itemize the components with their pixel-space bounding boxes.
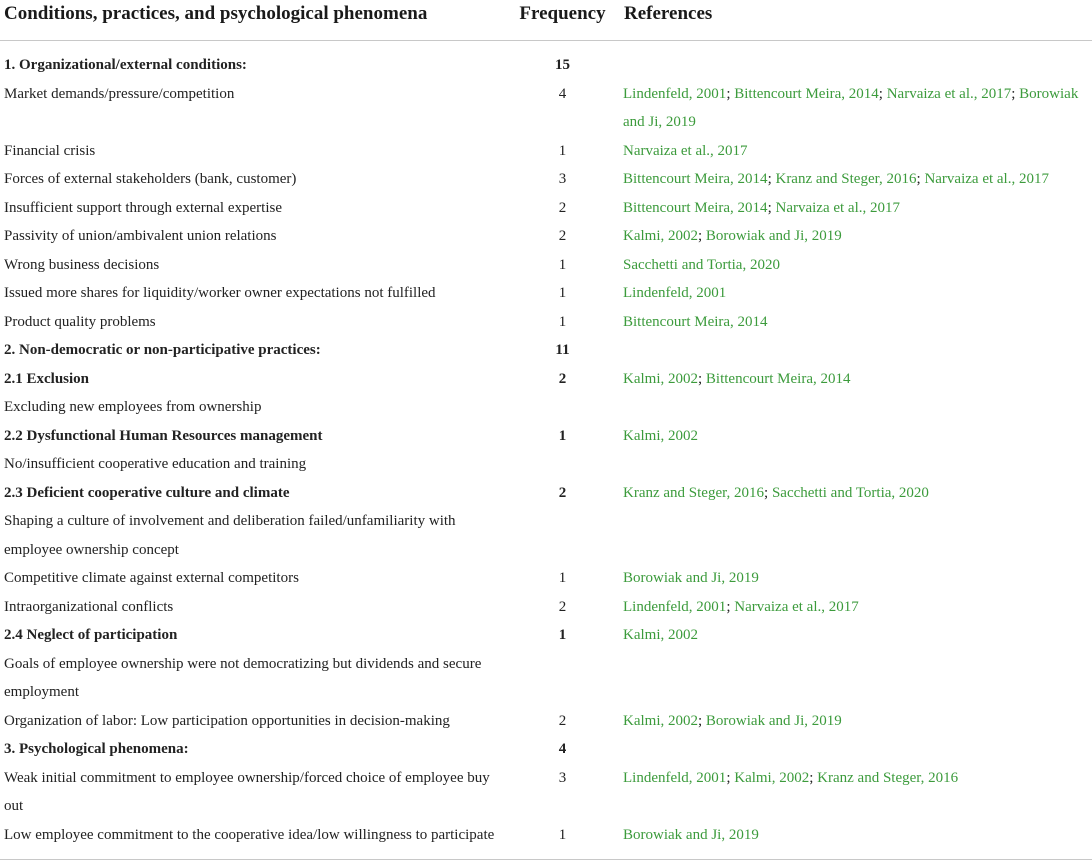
frequency-cell: 2	[558, 484, 567, 501]
reference-separator: ;	[764, 484, 772, 501]
table-row	[0, 194, 1092, 223]
reference-separator: ;	[726, 85, 735, 102]
references-cell	[620, 279, 1092, 308]
condition-cell: No/insufficient cooperative education and training	[4, 456, 307, 472]
reference-link[interactable]: Kalmi, 2002	[623, 370, 698, 387]
reference-link[interactable]: Kalmi, 2002	[623, 627, 698, 643]
condition-cell: Market demands/pressure/competition	[4, 85, 235, 102]
frequency-cell: 1	[558, 256, 567, 273]
table-row	[0, 735, 1092, 764]
condition-cell: Financial crisis	[4, 142, 96, 159]
references-cell	[620, 80, 1092, 137]
references-cell	[620, 137, 1092, 166]
reference-link[interactable]: Sacchetti and Tortia, 2020	[771, 484, 929, 501]
references-cell	[620, 593, 1092, 622]
reference-link[interactable]: Bittencourt Meira, 2014	[623, 199, 768, 216]
references-cell	[620, 365, 1092, 394]
table-row	[0, 764, 1092, 821]
condition-cell: Competitive climate against external competitors	[4, 570, 299, 586]
table-row	[0, 593, 1092, 622]
condition-cell: 3. Psychological phenomena:	[4, 741, 189, 757]
reference-separator: ;	[767, 199, 776, 216]
table-row	[0, 165, 1092, 194]
references-cell	[620, 735, 1092, 764]
frequency-cell: 2	[558, 199, 567, 216]
frequency-cell: 3	[558, 769, 567, 786]
references-cell	[620, 194, 1092, 223]
table-header-row	[0, 0, 1092, 41]
reference-link[interactable]: Lindenfeld, 2001	[623, 598, 727, 615]
references-cell	[620, 336, 1092, 365]
reference-link[interactable]: Kalmi, 2002	[623, 427, 698, 444]
reference-link[interactable]: Bittencourt Meira, 2014	[623, 171, 768, 187]
table-row	[0, 222, 1092, 251]
table-row	[0, 821, 1092, 860]
frequency-cell: 4	[558, 85, 567, 102]
frequency-cell: 2	[558, 712, 567, 729]
frequency-cell: 3	[558, 171, 567, 187]
reference-link[interactable]: Kalmi, 2002	[623, 228, 698, 244]
frequency-cell: 4	[558, 741, 567, 757]
frequency-cell: 15	[555, 57, 570, 73]
references-cell	[620, 621, 1092, 650]
table-row	[0, 365, 1092, 394]
reference-link[interactable]: Kranz and Steger, 2016	[775, 171, 917, 187]
reference-link[interactable]: Kalmi, 2002	[623, 712, 698, 729]
frequency-cell: 1	[558, 142, 567, 159]
table-row	[0, 137, 1092, 166]
reference-separator: ;	[726, 769, 735, 786]
references-cell	[620, 251, 1092, 280]
reference-link[interactable]: Narvaiza et al., 2017	[623, 142, 748, 159]
frequency-cell	[505, 507, 620, 564]
condition-cell: Passivity of union/ambivalent union relations	[4, 228, 277, 244]
condition-cell: Goals of employee ownership were not democratizing but dividends and secure employment	[4, 655, 482, 700]
table-row	[0, 507, 1092, 564]
condition-cell: Forces of external stakeholders (bank, customer)	[4, 171, 297, 187]
table-row	[0, 422, 1092, 451]
condition-cell: 2. Non-democratic or non-participative practices:	[4, 342, 321, 358]
reference-link[interactable]: Borowiak and Ji, 2019	[623, 85, 1079, 130]
table-row	[0, 621, 1092, 650]
reference-link[interactable]: Bittencourt Meira, 2014	[623, 313, 768, 330]
reference-separator: ;	[698, 370, 706, 387]
condition-cell: 2.4 Neglect of participation	[4, 627, 178, 643]
condition-cell: 2.2 Dysfunctional Human Resources management	[4, 427, 323, 444]
condition-cell: 2.1 Exclusion	[4, 370, 90, 387]
condition-cell: Wrong business decisions	[4, 256, 160, 273]
condition-cell: Intraorganizational conflicts	[4, 598, 174, 615]
references-cell	[620, 450, 1092, 479]
table-row	[0, 51, 1092, 80]
references-cell	[620, 821, 1092, 860]
references-cell	[620, 222, 1092, 251]
reference-link[interactable]: Narvaiza et al., 2017	[734, 598, 859, 615]
reference-separator: ;	[809, 769, 818, 786]
reference-separator: ;	[767, 171, 776, 187]
reference-link[interactable]: Lindenfeld, 2001	[623, 85, 727, 102]
table-row	[0, 707, 1092, 736]
reference-separator: ;	[698, 712, 706, 729]
header-conditions: Conditions, practices, and psychological phenomena	[4, 3, 428, 24]
references-cell	[620, 422, 1092, 451]
condition-cell: 1. Organizational/external conditions:	[4, 57, 247, 73]
reference-separator: ;	[726, 598, 735, 615]
frequency-cell: 1	[558, 313, 567, 330]
references-cell	[620, 707, 1092, 736]
table-row	[0, 393, 1092, 422]
header-frequency: Frequency	[519, 3, 606, 24]
condition-cell: Excluding new employees from ownership	[4, 399, 262, 415]
reference-link[interactable]: Lindenfeld, 2001	[623, 769, 727, 786]
references-cell	[620, 393, 1092, 422]
references-cell	[620, 479, 1092, 508]
reference-link[interactable]: Borowiak and Ji, 2019	[705, 712, 842, 729]
reference-link[interactable]: Bittencourt Meira, 2014	[734, 85, 879, 102]
table-row	[0, 279, 1092, 308]
frequency-cell: 1	[505, 821, 620, 860]
condition-cell: Weak initial commitment to employee ownership/forced choice of employee buy out	[4, 769, 490, 814]
table-row	[0, 564, 1092, 593]
table-row	[0, 479, 1092, 508]
reference-separator: ;	[916, 171, 925, 187]
references-cell	[620, 165, 1092, 194]
condition-cell: Low employee commitment to the cooperative idea/low willingness to participate	[0, 821, 505, 860]
condition-cell: Issued more shares for liquidity/worker owner expectations not fulfilled	[4, 285, 436, 301]
reference-link[interactable]: Narvaiza et al., 2017	[886, 85, 1012, 102]
condition-cell: Insufficient support through external expertise	[4, 199, 282, 216]
table-body	[0, 41, 1092, 860]
table-row	[0, 650, 1092, 707]
reference-link[interactable]: Lindenfeld, 2001	[623, 285, 727, 301]
reference-separator: ;	[878, 85, 887, 102]
reference-link[interactable]: Sacchetti and Tortia, 2020	[623, 256, 780, 273]
reference-link[interactable]: Kranz and Steger, 2016	[623, 484, 765, 501]
frequency-cell: 11	[555, 342, 570, 358]
references-cell	[620, 507, 1092, 564]
header-references: References	[624, 3, 713, 24]
frequency-cell: 1	[558, 627, 567, 643]
table-row	[0, 80, 1092, 137]
table-row	[0, 251, 1092, 280]
frequency-cell	[505, 393, 620, 422]
reference-separator: ;	[1011, 85, 1020, 102]
references-cell	[620, 564, 1092, 593]
references-cell	[620, 764, 1092, 821]
table-row	[0, 450, 1092, 479]
references-cell	[620, 308, 1092, 337]
frequency-cell: 2	[558, 598, 567, 615]
reference-link[interactable]: Borowiak and Ji, 2019	[623, 826, 759, 843]
condition-cell: Organization of labor: Low participation opportunities in decision-making	[4, 712, 450, 729]
frequency-cell: 2	[558, 370, 567, 387]
frequency-cell	[505, 650, 620, 707]
reference-separator: ;	[698, 228, 706, 244]
references-cell	[620, 51, 1092, 80]
table-row	[0, 308, 1092, 337]
frequency-cell	[505, 450, 620, 479]
condition-cell: Product quality problems	[4, 313, 156, 330]
reference-link[interactable]: Kalmi, 2002	[734, 769, 810, 786]
frequency-cell: 1	[558, 570, 567, 586]
frequency-cell: 1	[558, 285, 567, 301]
reference-link[interactable]: Borowiak and Ji, 2019	[705, 228, 842, 244]
reference-link[interactable]: Narvaiza et al., 2017	[924, 171, 1049, 187]
reference-link[interactable]: Bittencourt Meira, 2014	[705, 370, 851, 387]
frequency-cell: 2	[558, 228, 567, 244]
frequency-cell: 1	[558, 427, 567, 444]
reference-link[interactable]: Borowiak and Ji, 2019	[623, 570, 759, 586]
table-row	[0, 336, 1092, 365]
reference-link[interactable]: Narvaiza et al., 2017	[775, 199, 901, 216]
reference-link[interactable]: Kranz and Steger, 2016	[817, 769, 959, 786]
condition-cell: 2.3 Deficient cooperative culture and climate	[4, 484, 290, 501]
table-spacer-row	[0, 41, 1092, 52]
references-cell	[620, 650, 1092, 707]
condition-cell: Shaping a culture of involvement and deliberation failed/unfamiliarity with employee ownership concept	[4, 513, 456, 558]
